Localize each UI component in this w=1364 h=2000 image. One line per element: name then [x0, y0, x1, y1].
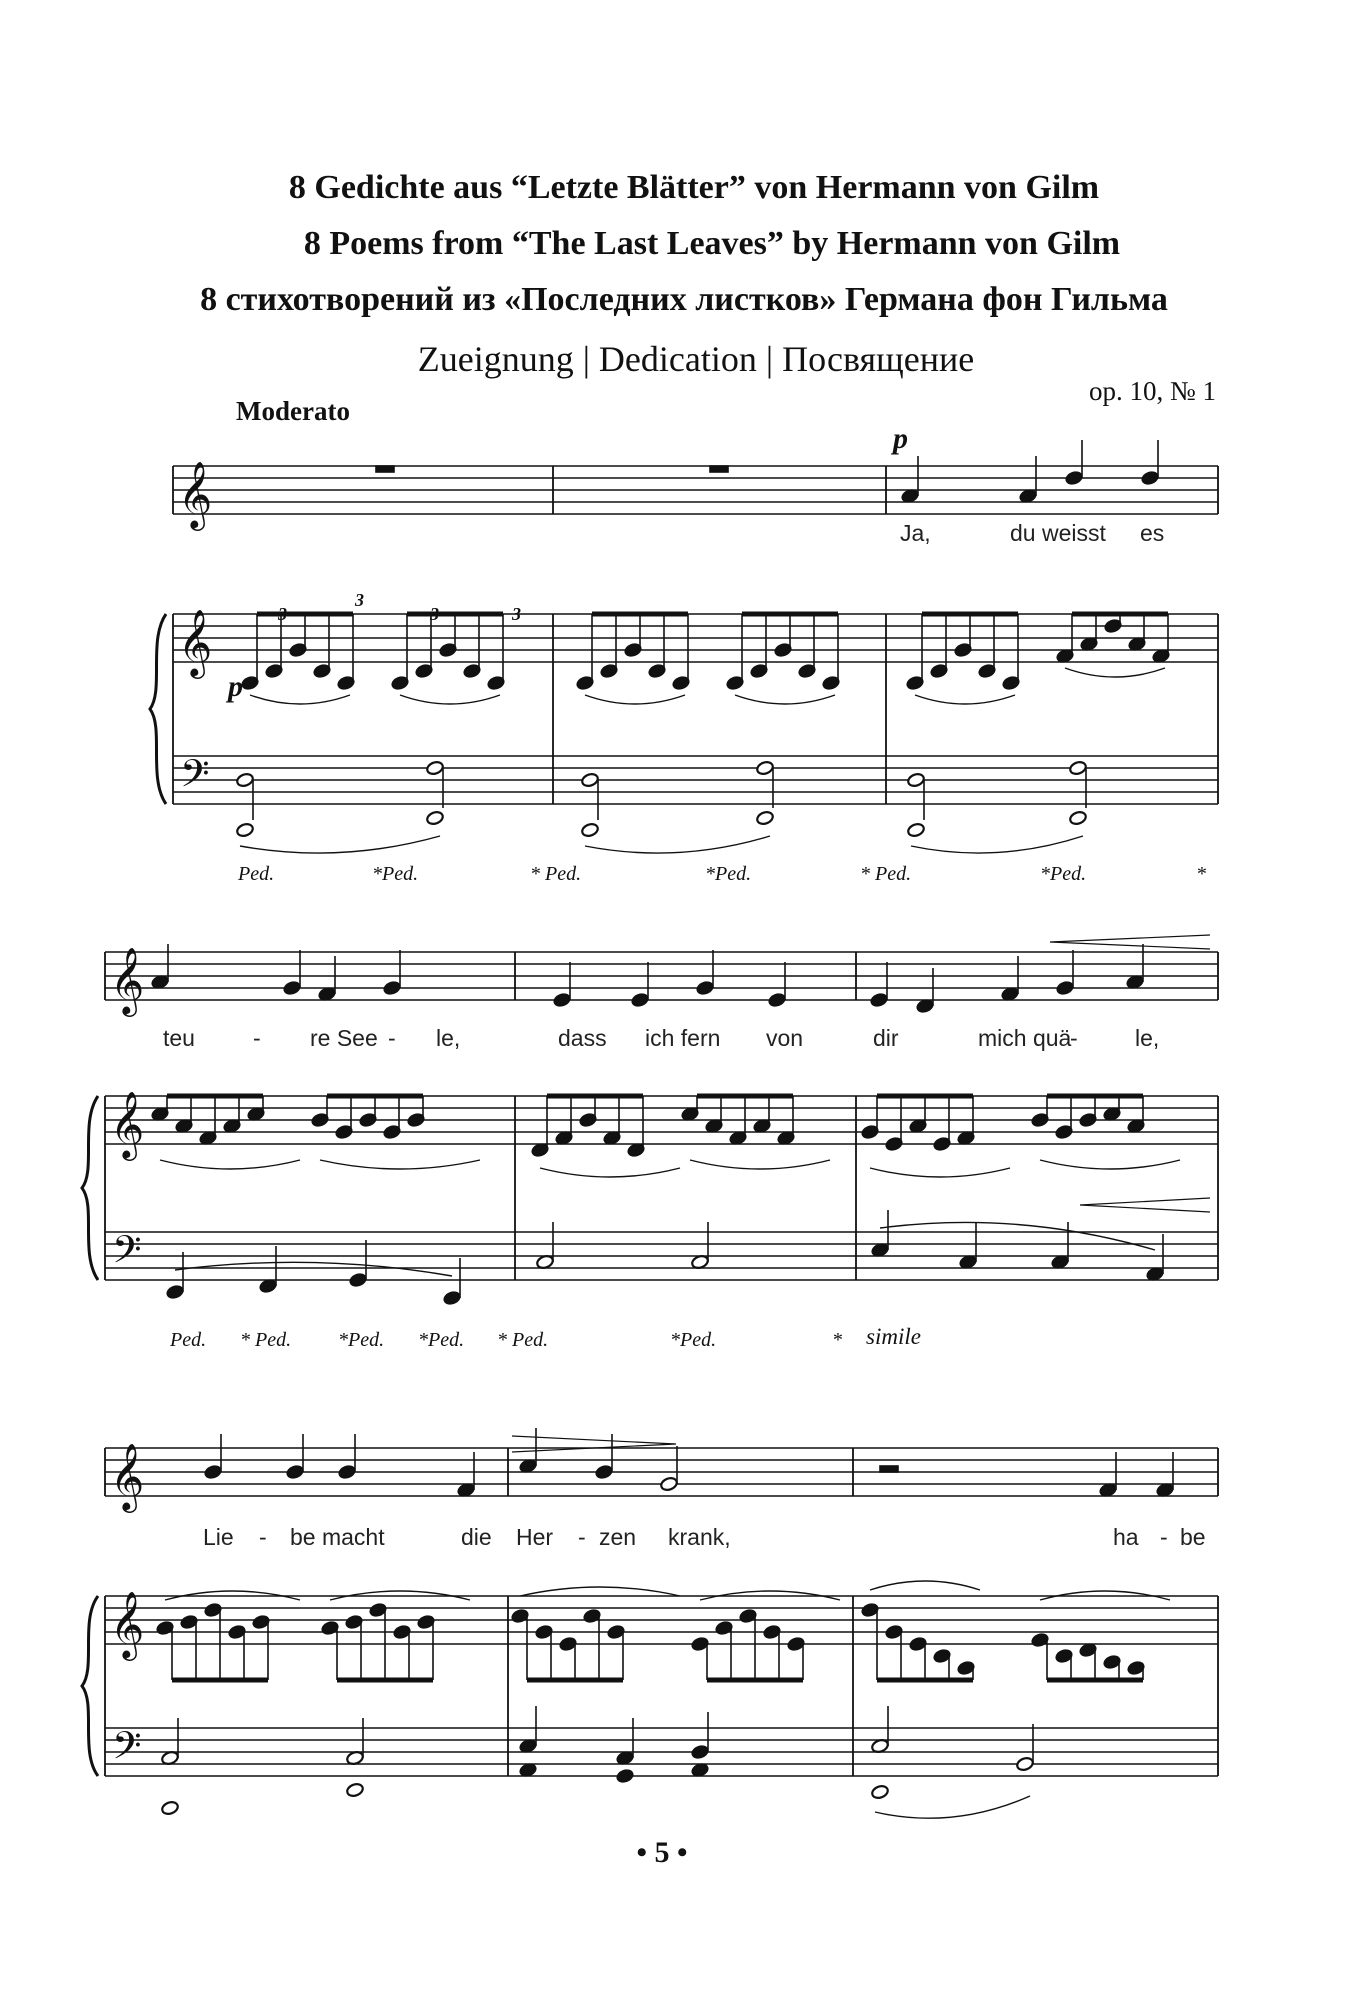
piano-bass-staff-2 — [105, 1232, 1218, 1280]
pedal-marking: *Ped. — [670, 1329, 717, 1351]
treble-clef-icon: 𝄞 — [178, 608, 213, 676]
title-german: 8 Gedichte aus “Letzte Blätter” von Hermann von Gilm — [288, 169, 1100, 206]
grand-staff-brace-3 — [82, 1596, 98, 1776]
triplet-number: 3 — [430, 604, 439, 624]
lyric-syllable: Ja, — [900, 520, 931, 546]
lyric-syllable: ich fern — [645, 1025, 721, 1051]
lyric-syllable: Her — [516, 1524, 554, 1550]
pedal-marking: *Ped. — [1040, 863, 1087, 885]
grand-staff-brace-2 — [82, 1096, 98, 1280]
pedal-marking: * Ped. — [240, 1329, 292, 1351]
lyric-syllable: die — [461, 1524, 492, 1550]
simile-marking: simile — [866, 1324, 921, 1349]
title-english: 8 Poems from “The Last Leaves” by Hermann von Gilm — [303, 225, 1121, 262]
page-number: • 5 • — [636, 1836, 688, 1869]
treble-clef-icon: 𝄞 — [110, 1442, 145, 1510]
lyric-syllable: mich quä — [978, 1025, 1072, 1051]
lyric-syllable: - — [388, 1025, 396, 1051]
lyric-syllable: es — [1140, 520, 1165, 546]
triplet-number: 3 — [278, 604, 287, 624]
piano-treble-staff-3 — [105, 1596, 1218, 1644]
lyric-syllable: - — [1160, 1524, 1168, 1550]
pedal-marking: * Ped. — [497, 1329, 549, 1351]
barlines-2 — [105, 952, 1218, 1280]
pedal-marking: * — [1196, 863, 1206, 885]
lyric-syllable: dir — [873, 1025, 899, 1051]
pedal-marking: *Ped. — [372, 863, 419, 885]
lyric-syllable: zen — [599, 1524, 637, 1550]
pedal-marking: * Ped. — [860, 863, 912, 885]
lyric-syllable: krank, — [668, 1524, 731, 1550]
piano-treble-staff-2 — [105, 1096, 1218, 1144]
treble-clef-icon: 𝄞 — [110, 1090, 145, 1158]
lyric-syllable: ha — [1113, 1524, 1139, 1550]
lyric-syllable: dass — [558, 1025, 607, 1051]
lyric-syllable: be macht — [290, 1524, 385, 1550]
pedal-marking: Ped. — [170, 1329, 207, 1351]
pedal-marking: *Ped. — [418, 1329, 465, 1351]
lyric-syllable: - — [578, 1524, 586, 1550]
lyric-syllable: - — [259, 1524, 267, 1550]
pedal-marking: * Ped. — [530, 863, 582, 885]
pedal-marking: Ped. — [238, 863, 275, 885]
treble-clef-icon: 𝄞 — [178, 460, 213, 528]
bass-clef-icon: 𝄢 — [112, 1723, 142, 1777]
lyric-syllable: be — [1180, 1524, 1206, 1550]
lyric-syllable: re See — [310, 1025, 378, 1051]
lyric-syllable: - — [1070, 1025, 1078, 1051]
lyric-syllable: du weisst — [1010, 520, 1106, 546]
piano-bass-staff-1 — [173, 756, 1218, 804]
dynamic-marking: p — [893, 422, 908, 455]
pedal-marking: * — [832, 1329, 842, 1351]
lyric-syllable: - — [253, 1025, 261, 1051]
title-russian: 8 стихотворений из «Последних листков» Германа фон Гильма — [200, 281, 1168, 318]
lyric-syllable: Lie — [203, 1524, 234, 1550]
treble-clef-icon: 𝄞 — [110, 946, 145, 1014]
pedal-marking: *Ped. — [338, 1329, 385, 1351]
dynamic-marking: p — [228, 670, 243, 703]
tempo-marking: Moderato — [236, 396, 350, 426]
piano-bass-staff-3 — [105, 1728, 1218, 1776]
barlines-3 — [105, 1448, 1218, 1776]
opus-number: op. 10, № 1 — [1088, 376, 1216, 406]
bass-clef-icon: 𝄢 — [112, 1227, 142, 1281]
voice-staff-2 — [105, 952, 1218, 1000]
song-title: Zueignung | Dedication | Посвящение — [417, 339, 975, 379]
triplet-number: 3 — [355, 590, 364, 610]
crescendo-hairpins — [512, 935, 1210, 1452]
bass-clef-icon: 𝄢 — [180, 751, 210, 805]
notes — [151, 440, 1180, 1818]
voice-staff-1 — [173, 466, 1218, 514]
lyric-syllable: le, — [1135, 1025, 1160, 1051]
treble-clef-icon: 𝄞 — [110, 1590, 145, 1658]
grand-staff-brace-1 — [150, 614, 166, 804]
pedal-marking: *Ped. — [705, 863, 752, 885]
lyric-syllable: le, — [436, 1025, 461, 1051]
lyric-syllable: von — [766, 1025, 804, 1051]
lyric-syllable: teu — [163, 1025, 195, 1051]
triplet-number: 3 — [512, 604, 521, 624]
